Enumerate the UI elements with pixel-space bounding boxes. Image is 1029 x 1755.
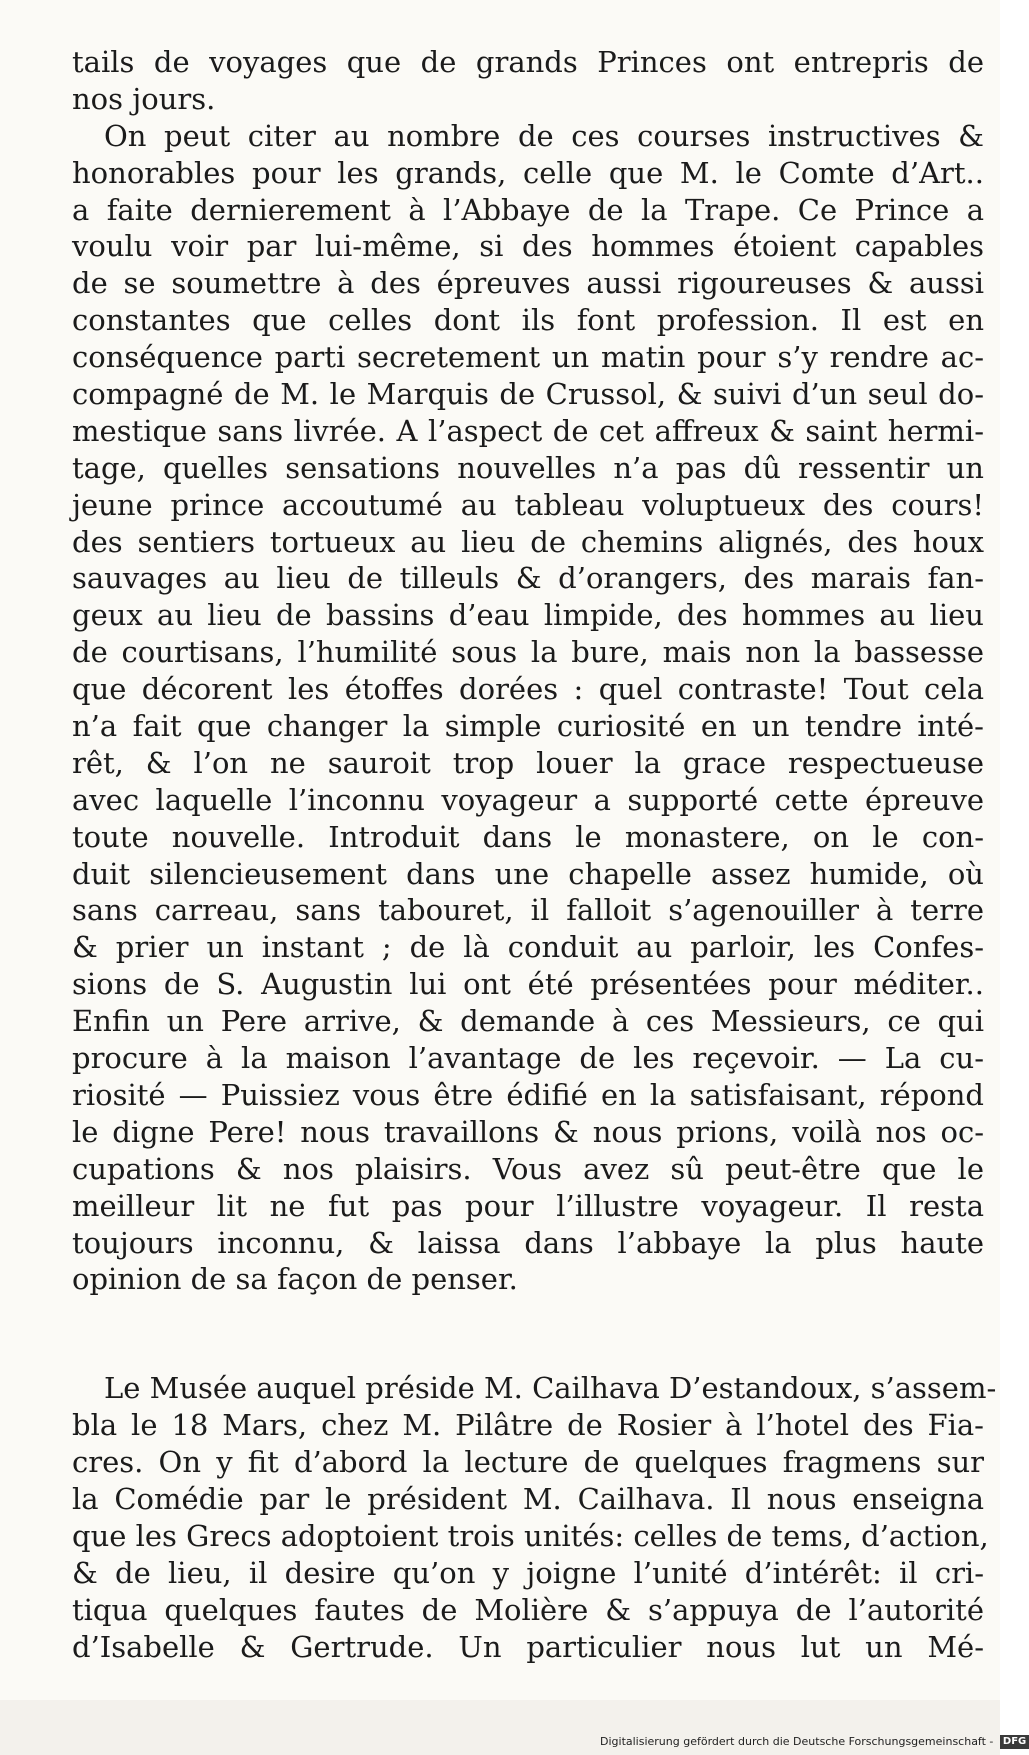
text-line: sauvages au lieu de tilleuls & d’orangers, des marais fan- xyxy=(72,561,984,596)
text-line: toute nouvelle. Introduit dans le monastere, on le con- xyxy=(72,819,984,854)
text-line: la Comédie par le président M. Cailhava. Il nous enseigna xyxy=(72,1481,984,1516)
text-line: rêt, & l’on ne sauroit trop louer la grace respectueuse xyxy=(72,745,984,780)
text-line: procure à la maison l’avantage de les reçevoir. — La cu- xyxy=(72,1041,984,1076)
text-line: meilleur lit ne fut pas pour l’illustre voyageur. Il resta xyxy=(72,1188,984,1223)
text-line: geux au lieu de bassins d’eau limpide, des hommes au lieu xyxy=(72,598,984,633)
paragraph-gap xyxy=(72,1298,984,1370)
text-line: a faite dernierement à l’Abbaye de la Trape. Ce Prince a xyxy=(72,192,984,227)
text-line: avec laquelle l’inconnu voyageur a supporté cette épreuve xyxy=(72,782,984,817)
text-line: duit silencieusement dans une chapelle assez humide, où xyxy=(72,856,984,891)
text-line: cupations & nos plaisirs. Vous avez sû peut-être que le xyxy=(72,1151,984,1186)
text-line: n’a fait que changer la simple curiosité en un tendre inté- xyxy=(72,709,984,744)
text-line: cres. On y fit d’abord la lecture de quelques fragmens sur xyxy=(72,1445,984,1480)
text-line: compagné de M. le Marquis de Crussol, & suivi d’un seul do- xyxy=(72,377,984,412)
text-line: tails de voyages que de grands Princes ont entrepris de xyxy=(72,45,984,79)
credit-text: Digitalisierung gefördert durch die Deutsche Forschungsgemeinschaft - xyxy=(600,1735,994,1748)
text-line: constantes que celles dont ils font profession. Il est en xyxy=(72,303,984,338)
text-line: de courtisans, l’humilité sous la bure, mais non la bassesse xyxy=(72,635,984,670)
text-line: opinion de sa façon de penser. xyxy=(72,1262,518,1297)
body-text xyxy=(72,44,997,1665)
text-line: conséquence parti secretement un matin pour s’y rendre ac- xyxy=(72,340,984,375)
text-line: toujours inconnu, & laissa dans l’abbaye la plus haute xyxy=(72,1225,984,1260)
text-line: tiqua quelques fautes de Molière & s’appuya de l’autorité xyxy=(72,1592,984,1627)
text-line: tage, quelles sensations nouvelles n’a pas dû ressentir un xyxy=(72,450,984,485)
text-line: & prier un instant ; de là conduit au parloir, les Confes- xyxy=(72,930,984,965)
text-line: d’Isabelle & Gertrude. Un particulier nous lut un Mé- xyxy=(72,1629,984,1664)
text-line: & de lieu, il desire qu’on y joigne l’unité d’intérêt: il cri- xyxy=(72,1555,984,1590)
text-line: Le Musée auquel préside M. Cailhava D’estandoux, s’assem- xyxy=(104,1371,997,1406)
text-line: jeune prince accoutumé au tableau voluptueux des cours! xyxy=(72,487,984,522)
text-line: le digne Pere! nous travaillons & nous prions, voilà nos oc- xyxy=(72,1114,984,1149)
text-line: sions de S. Augustin lui ont été présentées pour méditer.. xyxy=(72,967,984,1002)
text-line: Enfin un Pere arrive, & demande à ces Messieurs, ce qui xyxy=(72,1004,984,1039)
text-line: que décorent les étoffes dorées : quel contraste! Tout cela xyxy=(72,672,984,707)
digitization-credit xyxy=(600,1733,1027,1751)
text-line: que les Grecs adoptoient trois unités: celles de tems, d’action, xyxy=(72,1518,989,1553)
text-line: nos jours. xyxy=(72,81,216,116)
text-line: sans carreau, sans tabouret, il falloit s’agenouiller à terre xyxy=(72,893,984,928)
text-line: On peut citer au nombre de ces courses instructives & xyxy=(104,118,984,153)
dfg-logo-icon: DFG xyxy=(1000,1735,1029,1749)
text-line: bla le 18 Mars, chez M. Pilâtre de Rosier à l’hotel des Fia- xyxy=(72,1408,984,1443)
text-line: des sentiers tortueux au lieu de chemins alignés, des houx xyxy=(72,524,984,559)
text-line: voulu voir par lui-même, si des hommes étoient capables xyxy=(72,229,984,264)
text-line: riosité — Puissiez vous être édifié en la satisfaisant, répond xyxy=(72,1077,984,1112)
text-line: de se soumettre à des épreuves aussi rigoureuses & aussi xyxy=(72,266,984,301)
text-line: honorables pour les grands, celle que M. le Comte d’Art.. xyxy=(72,155,984,190)
text-line: mestique sans livrée. A l’aspect de cet affreux & saint hermi- xyxy=(72,413,984,448)
